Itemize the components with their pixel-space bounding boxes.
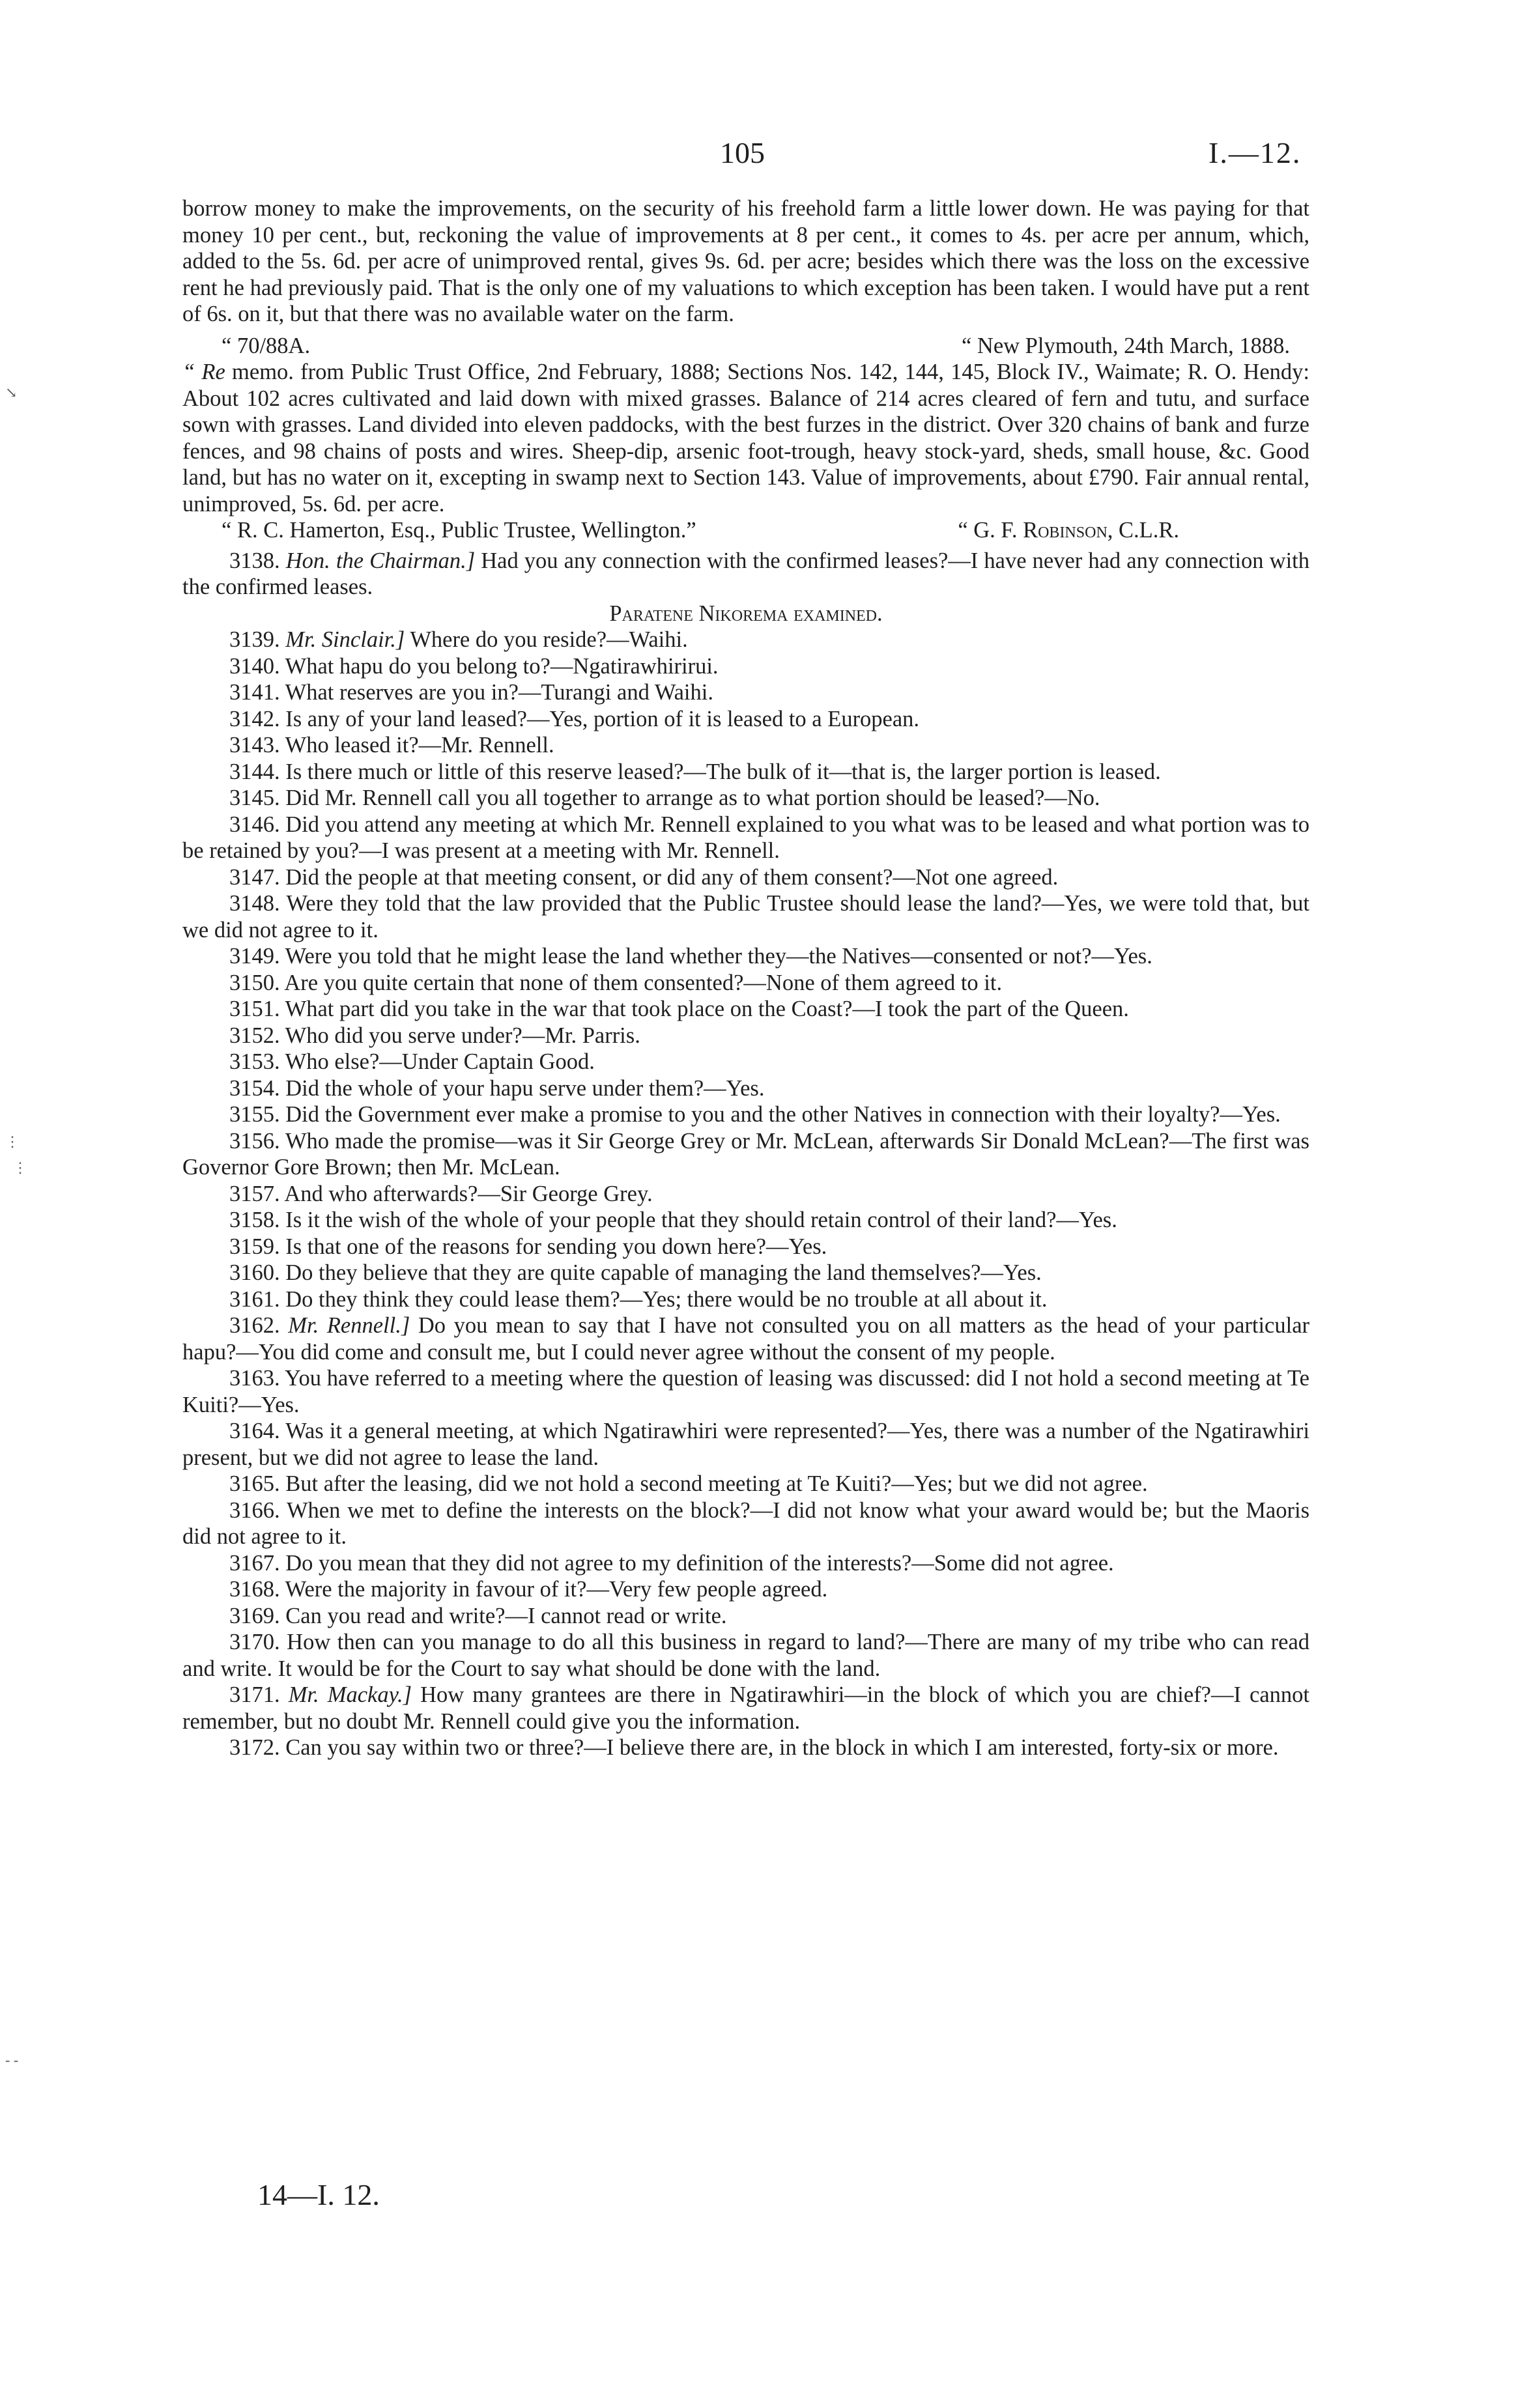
exchange-item <box>182 890 1309 943</box>
margin-mark: ⋮ <box>13 1159 27 1176</box>
page-number: 105 <box>720 136 765 169</box>
question-text: And who afterwards?—Sir George Grey. <box>284 1181 653 1206</box>
exchange-item <box>182 996 1309 1023</box>
exchange-item <box>182 1181 1309 1208</box>
body-text <box>182 195 1309 1761</box>
question-number: 3144. <box>229 759 280 784</box>
question-number: 3162. <box>229 1313 280 1338</box>
exchange-item <box>182 1207 1309 1234</box>
question-number: 3145. <box>229 786 280 810</box>
question-number: 3167. <box>229 1550 280 1576</box>
speaker: Mr. Sinclair.] <box>285 627 405 652</box>
page-header <box>0 134 1516 173</box>
memo-addressee: “ R. C. Hamerton, Esq., Public Trustee, Wellington.” <box>222 518 696 543</box>
exchange-item <box>182 1497 1309 1550</box>
margin-mark: - - <box>5 2052 19 2068</box>
exchange-item <box>182 1101 1309 1128</box>
question-text: What part did you take in the war that took place on the Coast?—I took the part of the Queen. <box>285 997 1129 1021</box>
question-number: 3150. <box>229 970 280 995</box>
question-number: 3141. <box>229 680 280 705</box>
question-number: 3170. <box>229 1630 280 1654</box>
question-number: 3152. <box>229 1023 280 1048</box>
memo-place-date: “ New Plymouth, 24th March, 1888. <box>961 333 1290 358</box>
question-number: 3142. <box>229 706 280 731</box>
exchange-item <box>182 759 1309 786</box>
question-text: Is that one of the reasons for sending you down here?—Yes. <box>285 1234 827 1259</box>
question-text: Were they told that the law provided that the Public Trustee should lease the land?—Yes, we were told that, but we did not agree to it. <box>182 891 1309 942</box>
speaker: Mr. Mackay.] <box>288 1682 412 1707</box>
speaker: Mr. Rennell.] <box>288 1313 410 1338</box>
exchange-item <box>182 732 1309 759</box>
question-number: 3143. <box>229 733 280 758</box>
question-text: What reserves are you in?—Turangi and Waihi. <box>285 680 713 705</box>
question-text: But after the leasing, did we not hold a second meeting at Te Kuiti?—Yes; but we did not agree. <box>285 1471 1148 1496</box>
question-text: How then can you manage to do all this business in regard to land?—There are many of my tribe who can read and write. It would be for the Court to say what should be done with the land. <box>182 1630 1310 1681</box>
question-text: Who leased it?—Mr. Rennell. <box>285 733 554 758</box>
question-number: 3154. <box>229 1075 280 1101</box>
question-number: 3159. <box>229 1234 280 1259</box>
question-text: What hapu do you belong to?—Ngatirawhirirui. <box>285 653 719 679</box>
exchange-item <box>182 1550 1309 1577</box>
memo-body-text: memo. from Public Trust Office, 2nd February, 1888; Sections Nos. 142, 144, 145, Block IV., Waimate; R. O. Hendy: About 102 acres cultivated and laid down with mixed grasses. Balance of 214 acres cleared of fern and tutu, and surface sown with grasses. Land divided into eleven paddocks, with the best furzes in the district. Over 320 chains of bank and furze fences, and 98 chains of posts and wires. Sheep-dip, arsenic foot-trough, heavy stock-yard, sheds, small house, &c. Good land, but has no water on it, excepting in swamp next to Section 143. Value of improvements, about £790. Fair annual rental, unimproved, 5s. 6d. per acre. <box>182 360 1309 517</box>
question-text: Can you read and write?—I cannot read or write. <box>285 1603 727 1628</box>
exchange-item <box>182 785 1309 812</box>
question-text: Who did you serve under?—Mr. Parris. <box>285 1023 640 1048</box>
question-number: 3140. <box>229 653 280 679</box>
exchange-item <box>182 864 1309 891</box>
exchange-item <box>182 1629 1309 1682</box>
question-number: 3147. <box>229 864 280 890</box>
exchange-item <box>182 1576 1309 1603</box>
exchange-item <box>182 1312 1309 1365</box>
question-number: 3160. <box>229 1260 280 1285</box>
question-text: You have referred to a meeting where the question of leasing was discussed: did I not hold a second meeting at Te Kuiti?—Yes. <box>182 1366 1309 1417</box>
question-text: Who made the promise—was it Sir George Grey or Mr. McLean, afterwards Sir Donald McLean?—The first was Governor Gore Brown; then Mr. McLean. <box>182 1128 1309 1180</box>
question-text: Did Mr. Rennell call you all together to arrange as to what portion should be leased?—No. <box>285 786 1100 810</box>
memo-signature: “ G. F. Robinson, C.L.R. <box>958 518 1179 543</box>
question-number: 3166. <box>229 1497 280 1523</box>
question-number: 3157. <box>229 1181 280 1206</box>
memo-header <box>182 333 1309 360</box>
exchange-item <box>182 1471 1309 1497</box>
exchange-item <box>182 653 1309 680</box>
question-number: 3172. <box>229 1735 280 1760</box>
opening-paragraph: borrow money to make the improvements, on the security of his freehold farm a little lower down. He was paying for that money 10 per cent., but, reckoning the value of improvements at 8 per cent., it comes to 4s. per acre per annum, which, added to the 5s. 6d. per acre of unimproved rental, gives 9s. 6d. per acre; besides which there was the loss on the excessive rent he had previously paid. That is the only one of my valuations to which exception has been taken. I would have put a rent of 6s. on it, but that there was no available water on the farm. <box>182 196 1309 326</box>
margin-mark: ⋮ <box>5 1133 20 1150</box>
signature-mark: 14—I. 12. <box>257 2178 380 2211</box>
question-number: 3151. <box>229 997 280 1021</box>
question-number: 3168. <box>229 1577 280 1602</box>
question-text: Did the whole of your hapu serve under them?—Yes. <box>285 1075 765 1101</box>
exchange-item <box>182 1682 1309 1735</box>
question-number: 3164. <box>229 1419 280 1443</box>
exchange-item <box>182 812 1309 864</box>
exchange-item <box>182 943 1309 970</box>
question-text: Did the people at that meeting consent, or did any of them consent?—Not one agreed. <box>285 864 1059 890</box>
speaker: Hon. the Chairman.] <box>285 548 476 573</box>
exchange-item <box>182 1735 1309 1761</box>
question-text: Do they believe that they are quite capable of managing the land themselves?—Yes. <box>285 1260 1042 1285</box>
exchange-item <box>182 1234 1309 1260</box>
memo-body <box>182 359 1309 517</box>
question-text: Were the majority in favour of it?—Very few people agreed. <box>285 1577 828 1602</box>
question-text: Is any of your land leased?—Yes, portion of it is leased to a European. <box>285 706 920 731</box>
question-number: 3153. <box>229 1049 280 1074</box>
exchange-item <box>182 1128 1309 1181</box>
question-text: When we met to define the interests on the block?—I did not know what your award would be; but the Maoris did not agree to it. <box>182 1497 1309 1549</box>
exchange-item <box>182 970 1309 997</box>
exchange-list <box>182 627 1309 1761</box>
question-text: Do they think they could lease them?—Yes; there would be no trouble at all about it. <box>285 1286 1048 1312</box>
question-text: Where do you reside?—Waihi. <box>405 627 688 652</box>
question-number: 3171. <box>229 1682 280 1707</box>
question-number: 3155. <box>229 1102 280 1127</box>
exchange-item <box>182 1049 1309 1075</box>
question-text: Do you mean to say that I have not consulted you on all matters as the head of your particular hapu?—You did come and consult me, but I could never agree without the consent of my people. <box>182 1313 1310 1365</box>
question-text: Were you told that he might lease the land whether they—the Natives—consented or not?—Yes. <box>285 944 1152 969</box>
question-text: Was it a general meeting, at which Ngatirawhiri were represented?—Yes, there was a number of the Ngatirawhiri present, but we did not agree to lease the land. <box>182 1419 1309 1470</box>
question-number: 3146. <box>229 812 280 837</box>
question-text: How many grantees are there in Ngatirawhiri—in the block of which you are chief?—I cannot remember, but no doubt Mr. Rennell could give you the information. <box>182 1682 1309 1734</box>
memo-signature-line <box>182 517 1309 544</box>
report-code: I.—12. <box>1209 136 1302 169</box>
exchange-item <box>182 1365 1309 1418</box>
question-number: 3165. <box>229 1471 280 1496</box>
exchange-item <box>182 1418 1309 1471</box>
question-text: Had you any connection with the confirmed leases?—I have never had any connection with the confirmed leases. <box>182 548 1309 599</box>
question-number: 3148. <box>229 891 280 916</box>
question-text: Are you quite certain that none of them consented?—None of them agreed to it. <box>284 970 1003 995</box>
exchange-item <box>182 1603 1309 1630</box>
memo-reference: “ 70/88A. <box>222 333 311 358</box>
witness-heading: Paratene Nikorema examined. <box>609 601 883 626</box>
question-number: 3149. <box>229 944 280 969</box>
question-number: 3163. <box>229 1366 280 1391</box>
question-3138 <box>182 548 1309 601</box>
exchange-item <box>182 706 1309 733</box>
exchange-item <box>182 1260 1309 1286</box>
question-number: 3156. <box>229 1128 280 1154</box>
exchange-item <box>182 679 1309 706</box>
question-text: Who else?—Under Captain Good. <box>285 1049 595 1074</box>
question-text: Did you attend any meeting at which Mr. Rennell explained to you what was to be leased and what portion was to be retained by you?—I was present at a meeting with Mr. Rennell. <box>182 812 1309 863</box>
question-text: Do you mean that they did not agree to my definition of the interests?—Some did not agree. <box>285 1550 1114 1576</box>
memo-re: “ Re <box>182 360 225 384</box>
margin-mark: ↘ <box>5 384 18 401</box>
question-text: Did the Government ever make a promise to you and the other Natives in connection with their loyalty?—Yes. <box>285 1102 1281 1127</box>
question-number: 3158. <box>229 1208 280 1232</box>
question-text: Is it the wish of the whole of your people that they should retain control of their land?—Yes. <box>285 1208 1117 1232</box>
exchange-item <box>182 1075 1309 1102</box>
exchange-item <box>182 1286 1309 1313</box>
question-text: Is there much or little of this reserve leased?—The bulk of it—that is, the larger portion is leased. <box>285 759 1161 784</box>
question-number: 3169. <box>229 1603 280 1628</box>
exchange-item <box>182 627 1309 653</box>
exchange-item <box>182 1023 1309 1049</box>
question-number: 3161. <box>229 1286 280 1312</box>
question-text: Can you say within two or three?—I believe there are, in the block in which I am interested, forty-six or more. <box>285 1735 1279 1760</box>
question-number: 3138. <box>229 548 280 573</box>
question-number: 3139. <box>229 627 280 652</box>
